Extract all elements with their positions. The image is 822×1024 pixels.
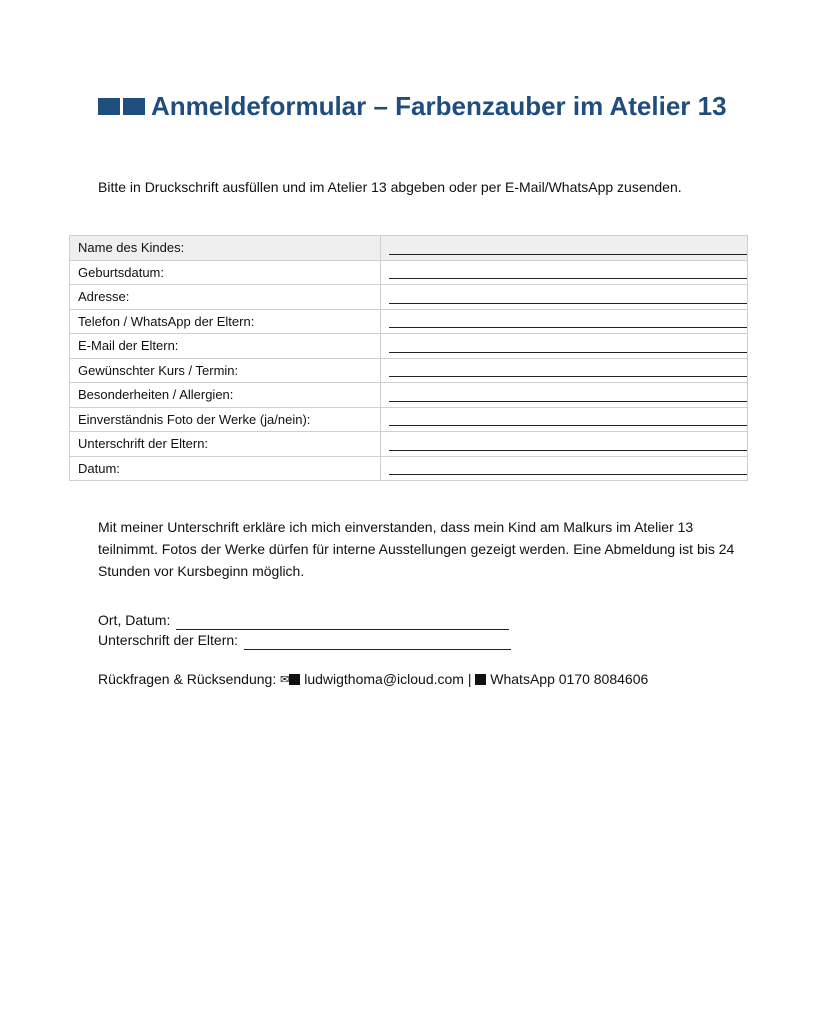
signature-block [98, 610, 511, 650]
parents-signature-row [98, 630, 511, 650]
form-row [70, 260, 748, 285]
form-field-blank[interactable] [381, 334, 748, 359]
title-text: Anmeldeformular – Farbenzauber im Atelier 13 [151, 91, 727, 121]
form-field-label: Name des Kindes: [70, 236, 381, 261]
form-field-blank[interactable] [381, 260, 748, 285]
form-field-blank[interactable] [381, 432, 748, 457]
form-row [70, 407, 748, 432]
form-row [70, 309, 748, 334]
parents-signature-line[interactable] [244, 635, 511, 650]
form-row [70, 456, 748, 481]
form-field-label: Datum: [70, 456, 381, 481]
place-date-label: Ort, Datum: [98, 612, 171, 628]
filled-square-icon [98, 98, 120, 115]
form-field-blank[interactable] [381, 407, 748, 432]
fill-in-line [389, 327, 747, 328]
fill-in-line [389, 401, 747, 402]
form-row [70, 236, 748, 261]
envelope-icon: ✉ [280, 674, 290, 686]
whatsapp-icon [475, 674, 486, 685]
filled-square-icon [123, 98, 145, 115]
form-row [70, 432, 748, 457]
form-field-blank[interactable] [381, 383, 748, 408]
fill-in-line [389, 425, 747, 426]
fill-in-line [389, 474, 747, 475]
form-row [70, 383, 748, 408]
contact-separator: | [467, 671, 472, 687]
form-row [70, 285, 748, 310]
filled-square-icon [289, 674, 300, 685]
form-field-blank[interactable] [381, 309, 748, 334]
consent-text: Mit meiner Unterschrift erkläre ich mich einverstanden, dass mein Kind am Malkurs im Atelier 13 teilnimmt. Fotos der Werke dürfen für interne Ausstellungen gezeigt werden. Eine Abmeldung ist bis 24 Stunden vor Kursbeginn möglich. [98, 519, 735, 579]
form-field-label: Adresse: [70, 285, 381, 310]
fill-in-line [389, 303, 747, 304]
form-row [70, 334, 748, 359]
contact-line [98, 668, 648, 691]
form-field-blank[interactable] [381, 236, 748, 261]
fill-in-line [389, 352, 747, 353]
intro-text: Bitte in Druckschrift ausfüllen und im Atelier 13 abgeben oder per E-Mail/WhatsApp zusenden. [98, 179, 682, 195]
form-field-blank[interactable] [381, 285, 748, 310]
form-field-label: Geburtsdatum: [70, 260, 381, 285]
form-field-label: E-Mail der Eltern: [70, 334, 381, 359]
form-field-label: Einverständnis Foto der Werke (ja/nein): [70, 407, 381, 432]
registration-form-table [69, 235, 748, 481]
fill-in-line [389, 450, 747, 451]
contact-prefix: Rückfragen & Rücksendung: [98, 671, 277, 687]
parents-signature-label: Unterschrift der Eltern: [98, 632, 239, 648]
form-field-label: Gewünschter Kurs / Termin: [70, 358, 381, 383]
contact-whatsapp[interactable]: WhatsApp 0170 8084606 [490, 671, 649, 687]
form-row [70, 358, 748, 383]
place-date-line[interactable] [176, 615, 509, 630]
form-field-label: Telefon / WhatsApp der Eltern: [70, 309, 381, 334]
form-field-blank[interactable] [381, 358, 748, 383]
place-date-row [98, 610, 511, 630]
page-title [98, 90, 738, 122]
contact-email[interactable]: ludwigthoma@icloud.com [304, 671, 464, 687]
form-field-blank[interactable] [381, 456, 748, 481]
form-field-label: Unterschrift der Eltern: [70, 432, 381, 457]
fill-in-line [389, 254, 747, 255]
form-field-label: Besonderheiten / Allergien: [70, 383, 381, 408]
fill-in-line [389, 278, 747, 279]
fill-in-line [389, 376, 747, 377]
